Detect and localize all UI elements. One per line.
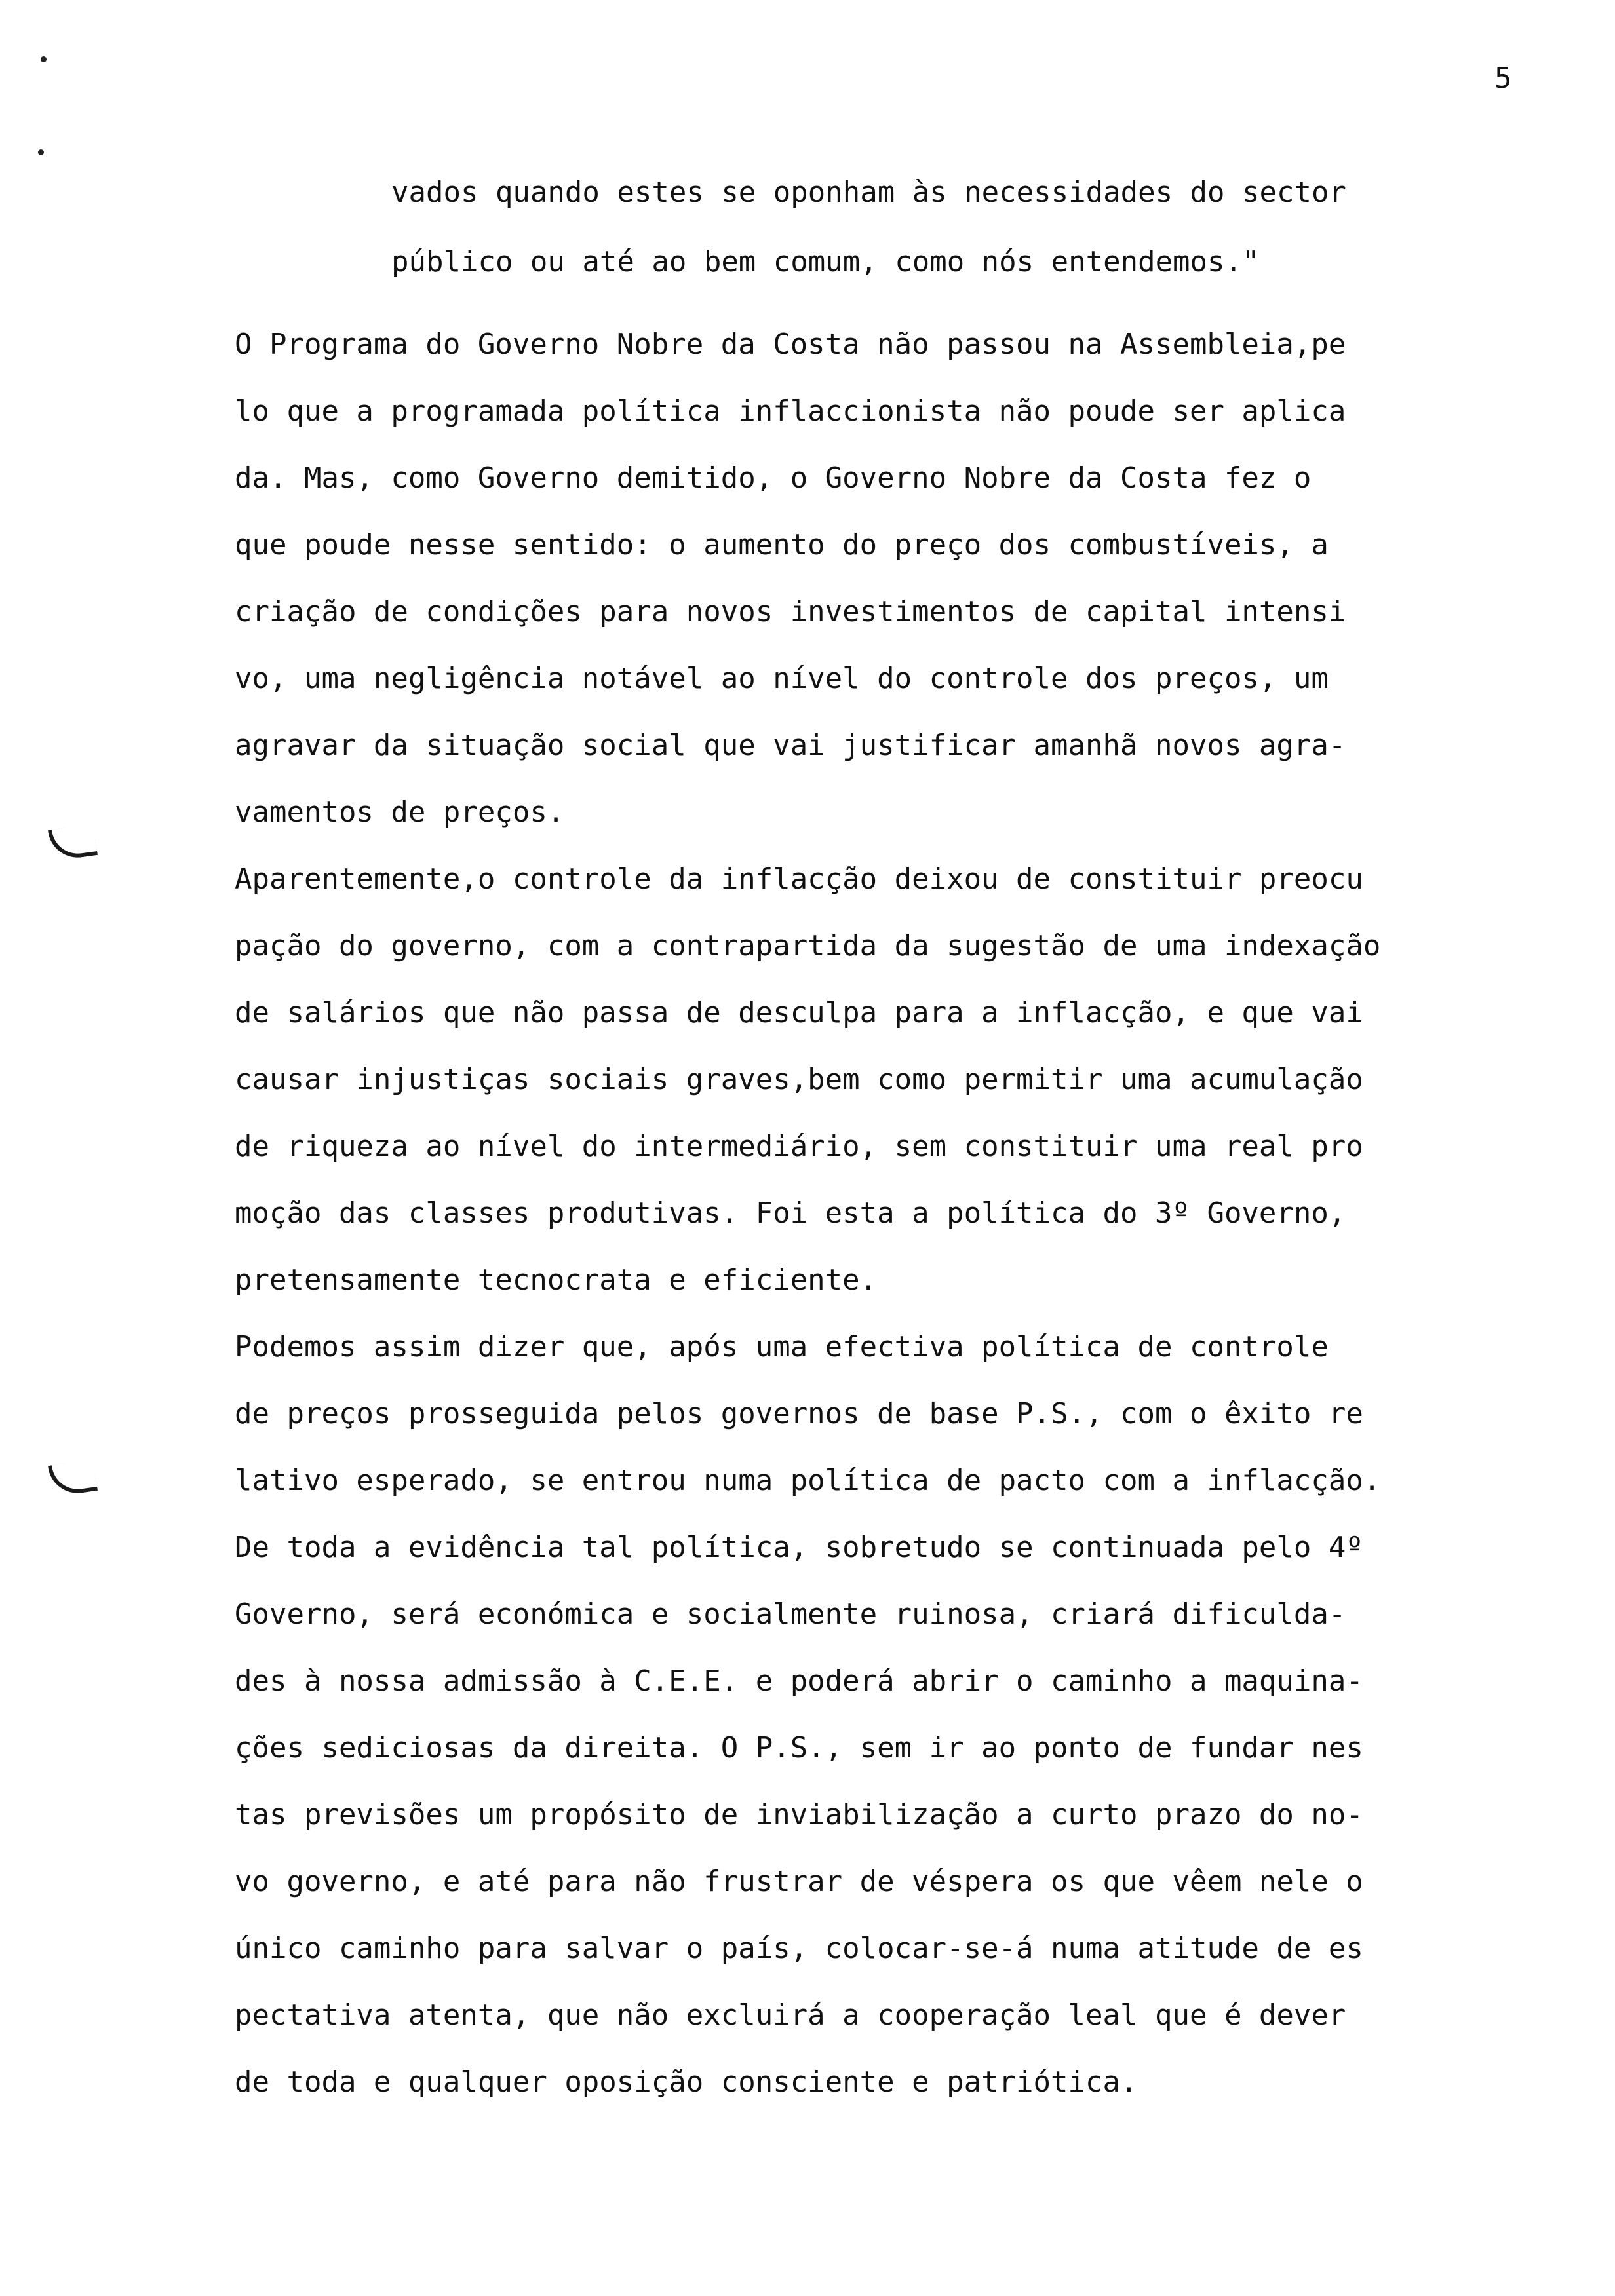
- body-line: agravar da situação social que vai justificar amanhã novos agra-: [235, 729, 1346, 762]
- body-line: moção das classes produtivas. Foi esta a política do 3º Governo,: [235, 1196, 1346, 1230]
- body-line: pretensamente tecnocrata e eficiente.: [235, 1263, 878, 1297]
- body-line: tas previsões um propósito de inviabilização a curto prazo do no-: [235, 1798, 1363, 1831]
- body-line: que poude nesse sentido: o aumento do preço dos combustíveis, a: [235, 528, 1329, 562]
- margin-hook-mark: [48, 824, 98, 861]
- quote-line: público ou até ao bem comum, como nós entendemos.": [391, 245, 1260, 278]
- body-line: Governo, será económica e socialmente ruinosa, criará dificulda-: [235, 1598, 1346, 1631]
- body-line: de toda e qualquer oposição consciente e patriótica.: [235, 2065, 1138, 2099]
- body-line: causar injustiças sociais graves,bem como permitir uma acumulação: [235, 1063, 1363, 1096]
- body-line: da. Mas, como Governo demitido, o Governo Nobre da Costa fez o: [235, 461, 1312, 495]
- body-line: Podemos assim dizer que, após uma efectiva política de controle: [235, 1330, 1329, 1364]
- body-line: criação de condições para novos investimentos de capital intensi: [235, 595, 1346, 628]
- body-line: vo governo, e até para não frustrar de véspera os que vêem nele o: [235, 1865, 1363, 1898]
- quote-line: vados quando estes se oponham às necessidades do sector: [391, 176, 1346, 209]
- body-line: de preços prosseguida pelos governos de base P.S., com o êxito re: [235, 1397, 1363, 1430]
- body-line: des à nossa admissão à C.E.E. e poderá abrir o caminho a maquina-: [235, 1664, 1363, 1698]
- body-line: ções sediciosas da direita. O P.S., sem ir ao ponto de fundar nes: [235, 1731, 1363, 1765]
- body-line: vamentos de preços.: [235, 795, 565, 829]
- body-line: lo que a programada política inflaccionista não poude ser aplica: [235, 394, 1346, 428]
- body-line: pectativa atenta, que não excluirá a cooperação leal que é dever: [235, 1999, 1346, 2032]
- body-line: de riqueza ao nível do intermediário, sem constituir uma real pro: [235, 1130, 1363, 1163]
- body-line: vo, uma negligência notável ao nível do controle dos preços, um: [235, 662, 1329, 695]
- body-line: De toda a evidência tal política, sobretudo se continuada pelo 4º: [235, 1531, 1363, 1564]
- punch-dot-top: [41, 56, 47, 62]
- page-number: 5: [1494, 62, 1512, 95]
- body-line: O Programa do Governo Nobre da Costa não passou na Assembleia,pe: [235, 328, 1346, 361]
- body-line: de salários que não passa de desculpa para a inflacção, e que vai: [235, 996, 1363, 1029]
- margin-hook-mark: [48, 1459, 98, 1497]
- punch-dot-second: [38, 149, 44, 155]
- body-line: Aparentemente,o controle da inflacção deixou de constituir preocu: [235, 862, 1363, 896]
- body-line: único caminho para salvar o país, colocar-se-á numa atitude de es: [235, 1932, 1363, 1965]
- body-line: pação do governo, com a contrapartida da sugestão de uma indexação: [235, 929, 1381, 963]
- body-line: lativo esperado, se entrou numa política de pacto com a inflacção.: [235, 1464, 1381, 1497]
